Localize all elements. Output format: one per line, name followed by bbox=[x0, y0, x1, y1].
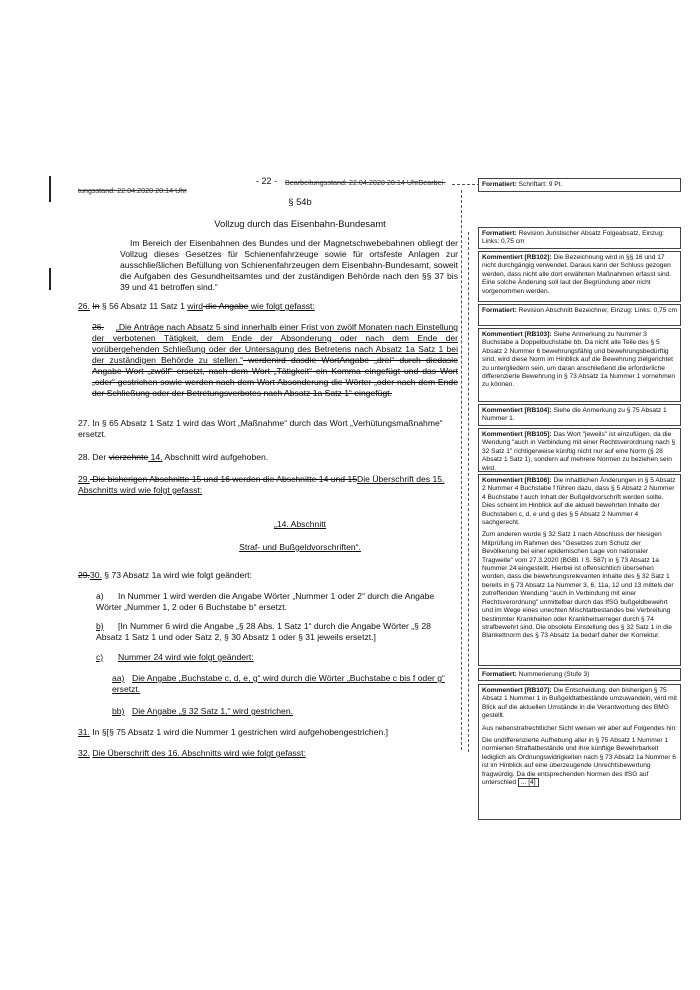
format-comment[interactable]: Formatiert: Revision Abschnitt Bezeichner, Einzug: Links: 0,75 cm bbox=[478, 304, 681, 326]
comment-connector bbox=[468, 232, 469, 752]
item-number: 31. bbox=[78, 727, 90, 737]
tracking-status-left: tungsstand: 22.04.2020 20:14 Uhr bbox=[78, 186, 187, 195]
inserted-text: wird bbox=[187, 301, 204, 311]
item-31 bbox=[78, 727, 458, 738]
sub-label: aa) bbox=[112, 673, 125, 683]
format-comment[interactable]: Formatiert: Nummerierung (Stufe 3) bbox=[478, 668, 681, 681]
deleted-number: 29. bbox=[78, 570, 90, 580]
item-30-a bbox=[96, 591, 458, 613]
item-32 bbox=[78, 748, 458, 759]
review-comment-rb106[interactable]: Kommentiert [RB106]: Die inhaltlichen Änderungen in § 5 Absatz 2 Nummer 4 Buchstabe f führen dazu, dass § 5 Absatz 2 Nummer 4 Buchstabe f auch Inhalt der Bußgeldvorschrift werden sollte. Dies scheint im Hinblick auf die aktuell bewehrten Inhalte der Buchstaben c, d, e und g des § 5 Absatz 2 Nummer 4 sachgerecht. Zum anderen wurde § 32 Satz 1 nach Abschluss der hiesigen Mitprüfung im Rahmen des "Gesetzes zum Schutz der Bevölkerung bei einer epidemischen Lage von nationaler Tragweite" vom 27.3.2020 (BGBl. I S. 587) in § 73 Absatz 1a Nummer 24 eingestellt. Hierbei ist offensichtlich übersehen worden, dass die bewehrungsrelevanten Inhalte des § 32 Satz 1 bereits in § 73 Absatz 1a Nummer 3, 6, 11a, 12 und 13 mittels der zutreffenden Wendung "auch in Verbindung mit einer Rechtsverordnung" unmittelbar durch das IfSG bußgeldbewehrt und im Wege eines unechten Mischtatbestandes bei Verbreitung bestimmter Krankheiten oder Krankheitserreger durch § 74 strafbewehrt sind. Die obsolete Einstellung des § 32 Satz 1 in die Blankettnorm des § 73 Absatz 1a bedarf daher der Korrektur. bbox=[478, 474, 681, 666]
change-bar bbox=[49, 176, 51, 202]
sub-label: b) bbox=[96, 621, 104, 631]
item-text: In § 65 Absatz 1 Satz 1 wird das Wort „Maßnahme“ durch das Wort „Verhütungsmaßnahme“ ersetzt. bbox=[78, 418, 443, 439]
item-text: In §[§ 75 Absatz 1 wird die Nummer 1 gestrichen wird aufgehobengestrichen.] bbox=[92, 727, 389, 737]
item-number: 26. bbox=[78, 301, 90, 311]
item-number: 32. bbox=[78, 748, 90, 758]
item-28 bbox=[78, 452, 458, 463]
comment-connector bbox=[452, 184, 480, 185]
format-comment[interactable]: Formatiert: Schriftart: 9 Pt. bbox=[478, 178, 681, 192]
review-comment-rb102[interactable]: Kommentiert [RB102]: Die Bezeichnung wird in §§ 16 und 17 nicht durchgängig verwendet. Daraus kann der Schluss gezogen werden, dass nicht alle dort erwähnten Maßnahmen erfasst sind. Eine solche Änderung soll laut der Begründung aber nicht vorgenommen werden. bbox=[478, 251, 681, 302]
item-number: 28. bbox=[78, 452, 90, 462]
sub-text: In Nummer 1 wird werden die Angabe Wörter „Nummer 1 oder 2“ durch die Angabe Wörter „Nummer 1, 2 oder 6 Buchstabe b“ ersetzt. bbox=[96, 591, 435, 612]
sub-text: Die Angabe „Buchstabe c, d, e, g“ wird durch die Wörter „Buchstabe c bis f oder g“ ersetzt. bbox=[112, 673, 445, 694]
sub-text: [In Nummer 6 wird die Angabe „§ 28 Abs. 1 Satz 1“ durch die Angabe Wörter „§ 28 Absatz 1 Satz 1 und oder Satz 2, § 30 Absatz 1 oder § 31 jeweils ersetzt.] bbox=[96, 621, 431, 642]
inserted-text: „Die Anträge nach Absatz 5 sind innerhalb einer Frist von zwölf Monaten nach Einstellung der verbotenen Tätigkeit, dem Ende der Absonderung oder nach dem Ende der vorübergehenden Schließung oder der Untersagung des Betretens nach Absatz 1a Satz 1 bei der zuständigen Behörde zu stellen.“ bbox=[92, 322, 458, 365]
comment-connector bbox=[461, 190, 462, 750]
item-27 bbox=[78, 418, 458, 440]
item-30-c-aa bbox=[112, 673, 458, 695]
item-text: § 56 Absatz 11 Satz 1 bbox=[99, 301, 188, 311]
item-26-body bbox=[92, 322, 458, 399]
item-text: Abschnitt wird aufgehoben. bbox=[162, 452, 269, 462]
inserted-text: 14. bbox=[148, 452, 163, 462]
inserted-text: wie folgt gefasst: bbox=[248, 301, 315, 311]
review-comment-rb107[interactable]: Kommentiert [RB107]: Die Entscheidung, den bisherigen § 75 Absatz 1 Nummer 1 in Bußgeldtatbestände umzuwandeln, wird mit Blick auf die aktuellen Umstände in die Verantwortung des BMG gestellt. Aus nebenstrafrechtlicher Sicht weisen wir aber auf Folgendes hin: Die undifferenzierte Aufhebung aller in § 75 Absatz 1 Nummer 1 normierten Straftatbestände und ihre künftige Bewehrbarkeit lediglich als Ordnungswidrigkeiten nach § 73 Absatz 1a Nummer 6 ist im Hinblick auf eine überzeugende Unrechtsbewertung fragwürdig. Da die entsprechenden Normen des IfSG auf unterschied ... [4] bbox=[478, 684, 681, 820]
review-comment-rb104[interactable]: Kommentiert [RB104]: Siehe die Anmerkung zu § 75 Absatz 1 Nummer 1. bbox=[478, 404, 681, 426]
format-comment[interactable]: Formatiert: Revision Juristischer Absatz Folgeabsatz, Einzug: Links: 0,75 cm bbox=[478, 227, 681, 249]
item-30-c bbox=[96, 652, 458, 663]
review-comment-rb103[interactable]: Kommentiert [RB103]: Siehe Anmerkung zu Nummer 3 Buchstabe a Doppelbuchstabe bb. Da nicht alle Teile des § 5 Absatz 2 Nummer 6 bewehrungsfähig und bewehrungsbedürftig sind, wird diese Norm im Hinblick auf die Bewehrung zielgerichtet zu untergliedern sein, um daran anschließend die erforderliche differenzierte Bewehrung in § 73 Absatz 1a Nummer 1 vornehmen zu können. bbox=[478, 328, 681, 402]
inserted-number: 30. bbox=[89, 570, 102, 580]
item-text: Die Überschrift des 16. Abschnitts wird wie folgt gefasst: bbox=[92, 748, 306, 758]
intro-paragraph: Im Bereich der Eisenbahnen des Bundes und der Magnetschwebebahnen obliegt der Vollzug dieses Gesetzes für Schienenfahrzeuge sowie für ortsfeste Anlagen zur ausschließlichen Befüllung von Schienenfahrzeugen dem Eisenbahn-Bundesamt, soweit die Aufgaben des Gesundheitsamtes und der zuständigen Behörde nach den §§ 37 bis 39 und 41 betroffen sind.“ bbox=[120, 238, 458, 292]
sub-text: Die Angabe „§ 32 Satz 1,“ wird gestrichen. bbox=[132, 706, 293, 716]
review-comment-rb105[interactable]: Kommentiert [RB105]: Das Wort "jeweils" ist einzufügen, da die Wendung "auch in Verbindung mit einer Rechtsverordnung nach § 32 Satz 1" richtigerweise künftig nicht nur auf eine Norm (§ 28 Absatz 1 Satz 1), sondern auf mehrere Normen zu beziehen sein wird. bbox=[478, 428, 681, 472]
page-number: - 22 - bbox=[256, 176, 278, 186]
item-text: Der bbox=[92, 452, 109, 462]
item-number: 29. bbox=[78, 474, 90, 484]
item-30-b bbox=[96, 621, 458, 643]
sub-label: bb) bbox=[112, 706, 125, 716]
new-section-title: Straf- und Bußgeldvorschriften“. bbox=[239, 542, 361, 552]
change-bar bbox=[49, 268, 51, 290]
deleted-text: Die bisherigen Abschnitte 15 und 16 werden die Abschnitte 14 und 15 bbox=[89, 474, 358, 484]
tracking-status-right: Bearbeitungsstand: 22.04.2020 20:14 UhrBearbei- bbox=[285, 178, 446, 187]
inserted-text: Die Überschrift des 15. Abschnitts wird wie folgt gefasst: bbox=[78, 474, 445, 495]
new-section-heading: „14. Abschnitt bbox=[273, 519, 327, 529]
deleted-number: 26. bbox=[92, 322, 104, 332]
sub-label: a) bbox=[96, 591, 104, 601]
section-title: Vollzug durch das Eisenbahn-Bundesamt bbox=[214, 218, 386, 229]
section-number: § 54b bbox=[288, 196, 312, 207]
more-comments-link[interactable]: ... [4] bbox=[518, 778, 539, 787]
item-26-line bbox=[78, 301, 458, 312]
deleted-text: In bbox=[92, 301, 100, 311]
item-29 bbox=[78, 474, 458, 496]
deleted-text: werdenird dasdie WortAngabe „drei“ durch diedasie Angabe Wort „zwölf“ ersetzt, nach dem Wort „Tätigkeit“ ein Komma eingefügt und das Wort „oder“ gestrichen sowie werden nach dem Wort Absonderung die Wörter „oder nach dem Ende der Schließung oder der Betretungsverbotes nach Absatz 1a Satz 1“ eingefügt. bbox=[92, 355, 458, 398]
sub-text: Nummer 24 wird wie folgt geändert: bbox=[118, 652, 254, 662]
deleted-text: die Angabe bbox=[203, 301, 249, 311]
item-text: § 73 Absatz 1a wird wie folgt geändert: bbox=[101, 570, 252, 580]
item-number: 27. bbox=[78, 418, 90, 428]
sub-label: c) bbox=[96, 652, 104, 662]
item-30 bbox=[78, 570, 458, 581]
item-30-c-bb bbox=[112, 706, 458, 717]
deleted-text: vierzehnte bbox=[108, 452, 149, 462]
